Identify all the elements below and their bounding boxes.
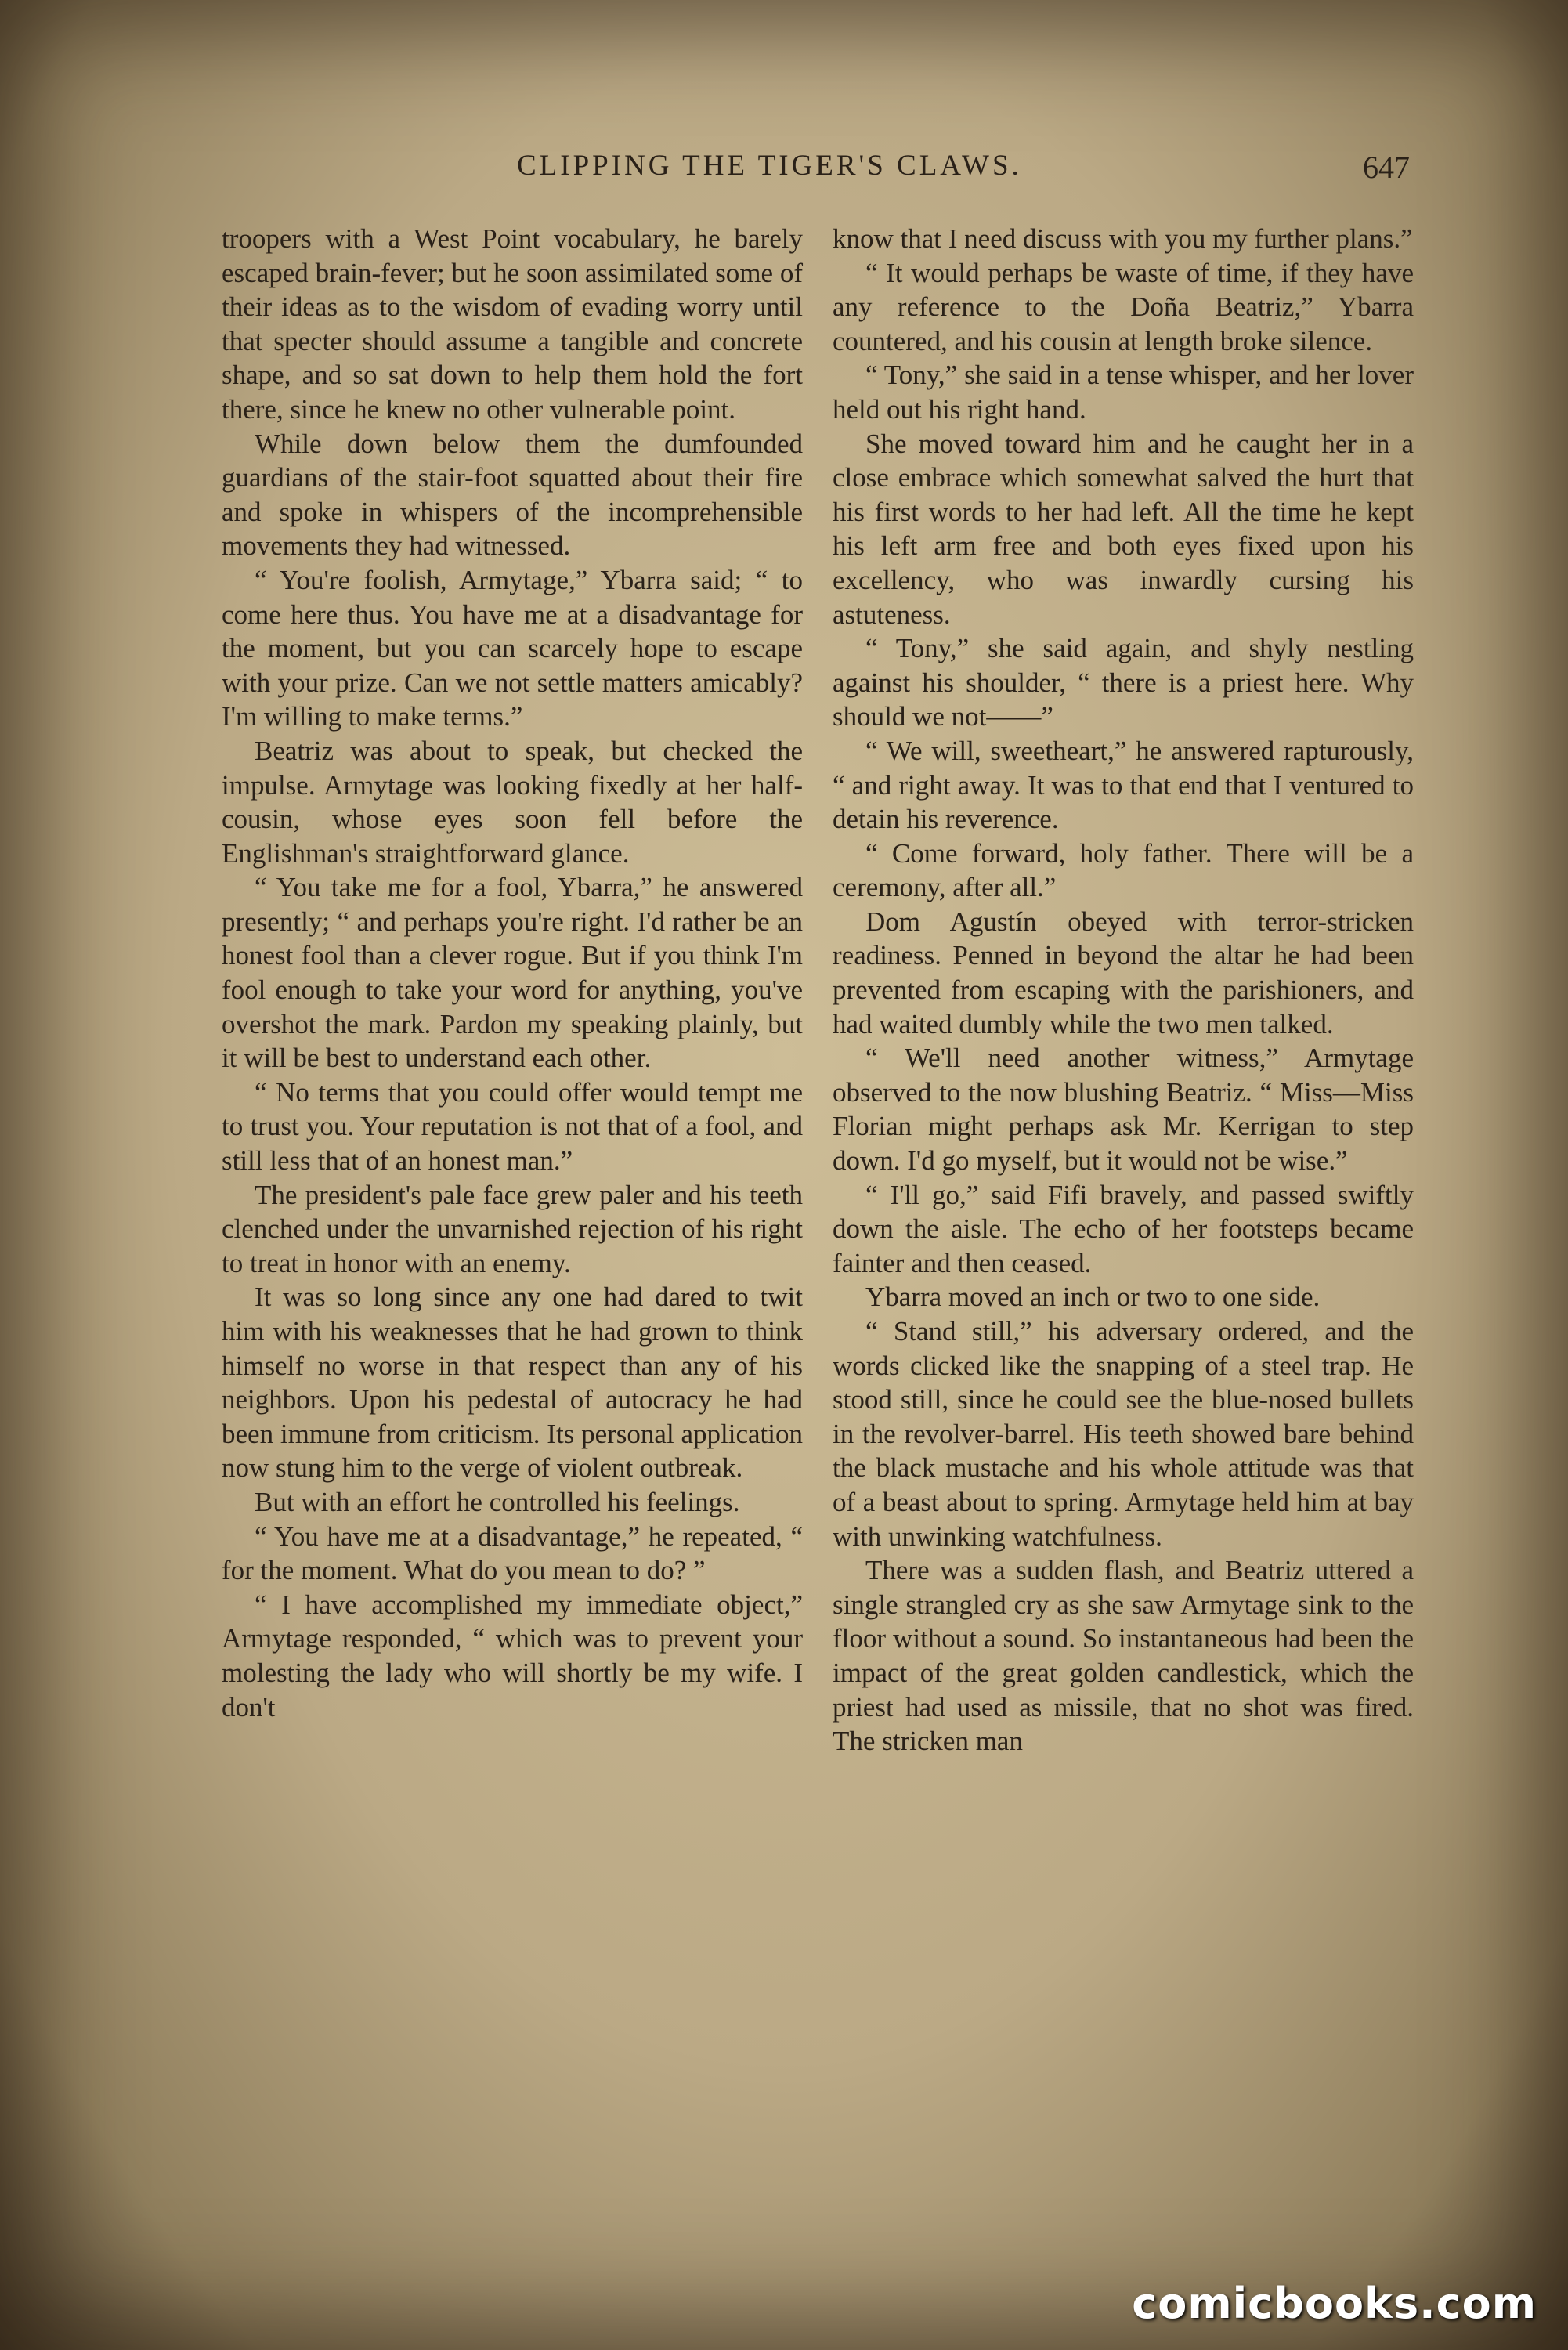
- paragraph: Ybarra moved an inch or two to one side.: [865, 1282, 1321, 1313]
- paragraph: While down below them the dumfounded guardians of the stair-foot squatted about their fire and spoke in whispers of the incomprehensible movements they had witnessed.: [222, 428, 803, 562]
- paragraph: know that I need discuss with you my further plans.”: [833, 223, 1413, 254]
- paragraph: “ I have accomplished my immediate object,” Armytage responded, “ which was to prevent your molesting the lady who will shortly be my wife. I don't: [222, 1589, 803, 1723]
- paragraph: “ I'll go,” said Fifi bravely, and passed swiftly down the aisle. The echo of her footsteps became fainter and then ceased.: [833, 1179, 1414, 1278]
- paragraph: troopers with a West Point vocabulary, he barely escaped brain-fever; but he soon assimilated some of their ideas as to the wisdom of evading worry until that specter should assume a tangible and concrete shape, and so sat down to help them hold the fort there, since he knew no other vulnerable point.: [222, 223, 803, 425]
- paragraph: The president's pale face grew paler and his teeth clenched under the unvarnished rejection of his right to treat in honor with an enemy.: [222, 1179, 803, 1278]
- paragraph: But with an effort he controlled his feelings.: [255, 1486, 740, 1517]
- paragraph: “ Tony,” she said in a tense whisper, and her lover held out his right hand.: [833, 360, 1414, 425]
- paragraph: There was a sudden flash, and Beatriz uttered a single strangled cry as she saw Armytage sink to the floor without a sound. So instantaneous had been the impact of the great golden candlestick, which the priest had used as missile, that no shot was fired. The stricken man: [833, 1555, 1414, 1757]
- paragraph: “ You're foolish, Armytage,” Ybarra said; “ to come here thus. You have me at a disadvantage for the moment, but you can scarcely hope to escape with your prize. Can we not settle matters amicably? I'm willing to make terms.”: [222, 564, 803, 732]
- paragraph: “ We will, sweetheart,” he answered rapturously, “ and right away. It was to that end that I ventured to detain his reverence.: [833, 735, 1414, 835]
- paragraph: She moved toward him and he caught her in a close embrace which somewhat salved the hurt that his first words to her had left. All the time he kept his left arm free and both eyes fixed upon his excellency, who was inwardly cursing his astuteness.: [833, 428, 1414, 630]
- paragraph: Dom Agustín obeyed with terror-stricken readiness. Penned in beyond the altar he had been prevented from escaping with the parishioners, and had waited dumbly while the two men talked.: [833, 906, 1414, 1039]
- paragraph: “ We'll need another witness,” Armytage observed to the now blushing Beatriz. “ Miss—Miss Florian might perhaps ask Mr. Kerrigan to step down. I'd go myself, but it would not be wise.”: [833, 1043, 1414, 1177]
- paragraph: “ You have me at a disadvantage,” he repeated, “ for the moment. What do you mean to do? ”: [222, 1520, 803, 1586]
- paragraph: “ Stand still,” his adversary ordered, and the words clicked like the snapping of a steel trap. He stood still, since he could see the blue-nosed bullets in the revolver-barrel. His teeth showed bare behind the black mustache and his whole attitude was that of a beast about to spring. Armytage held him at bay with unwinking watchfulness.: [833, 1316, 1414, 1552]
- text-column-right: [833, 222, 1414, 1759]
- text-column-left: [222, 222, 803, 1724]
- paragraph: “ No terms that you could offer would tempt me to trust you. Your reputation is not that of a fool, and still less that of an honest man.”: [222, 1076, 803, 1177]
- running-title: CLIPPING THE TIGER'S CLAWS.: [517, 150, 1022, 182]
- paragraph: “ Come forward, holy father. There will be a ceremony, after all.”: [833, 837, 1414, 903]
- paragraph: It was so long since any one had dared to twit him with his weaknesses that he had grown to think himself no worse in that respect than any of his neighbors. Upon his pedestal of autocracy he had been immune from criticism. Its personal application now stung him to the verge of violent outbreak.: [222, 1282, 803, 1484]
- page-header: [219, 149, 1410, 196]
- page-number: 647: [1363, 150, 1410, 185]
- watermark-logo: comicbooks.com: [1132, 2279, 1537, 2328]
- paragraph: “ You take me for a fool, Ybarra,” he answered presently; “ and perhaps you're right. I'd rather be an honest fool than a clever rogue. But if you think I'm fool enough to take your word for anything, you've overshot the mark. Pardon my speaking plainly, but it will be best to understand each other.: [222, 872, 803, 1074]
- paragraph: “ Tony,” she said again, and shyly nestling against his shoulder, “ there is a priest here. Why should we not——”: [833, 633, 1414, 732]
- paragraph: “ It would perhaps be waste of time, if they have any reference to the Doña Beatriz,” Ybarra countered, and his cousin at length broke silence.: [833, 257, 1414, 356]
- paragraph: Beatriz was about to speak, but checked the impulse. Armytage was looking fixedly at her half-cousin, whose eyes soon fell before the Englishman's straightforward glance.: [222, 735, 803, 869]
